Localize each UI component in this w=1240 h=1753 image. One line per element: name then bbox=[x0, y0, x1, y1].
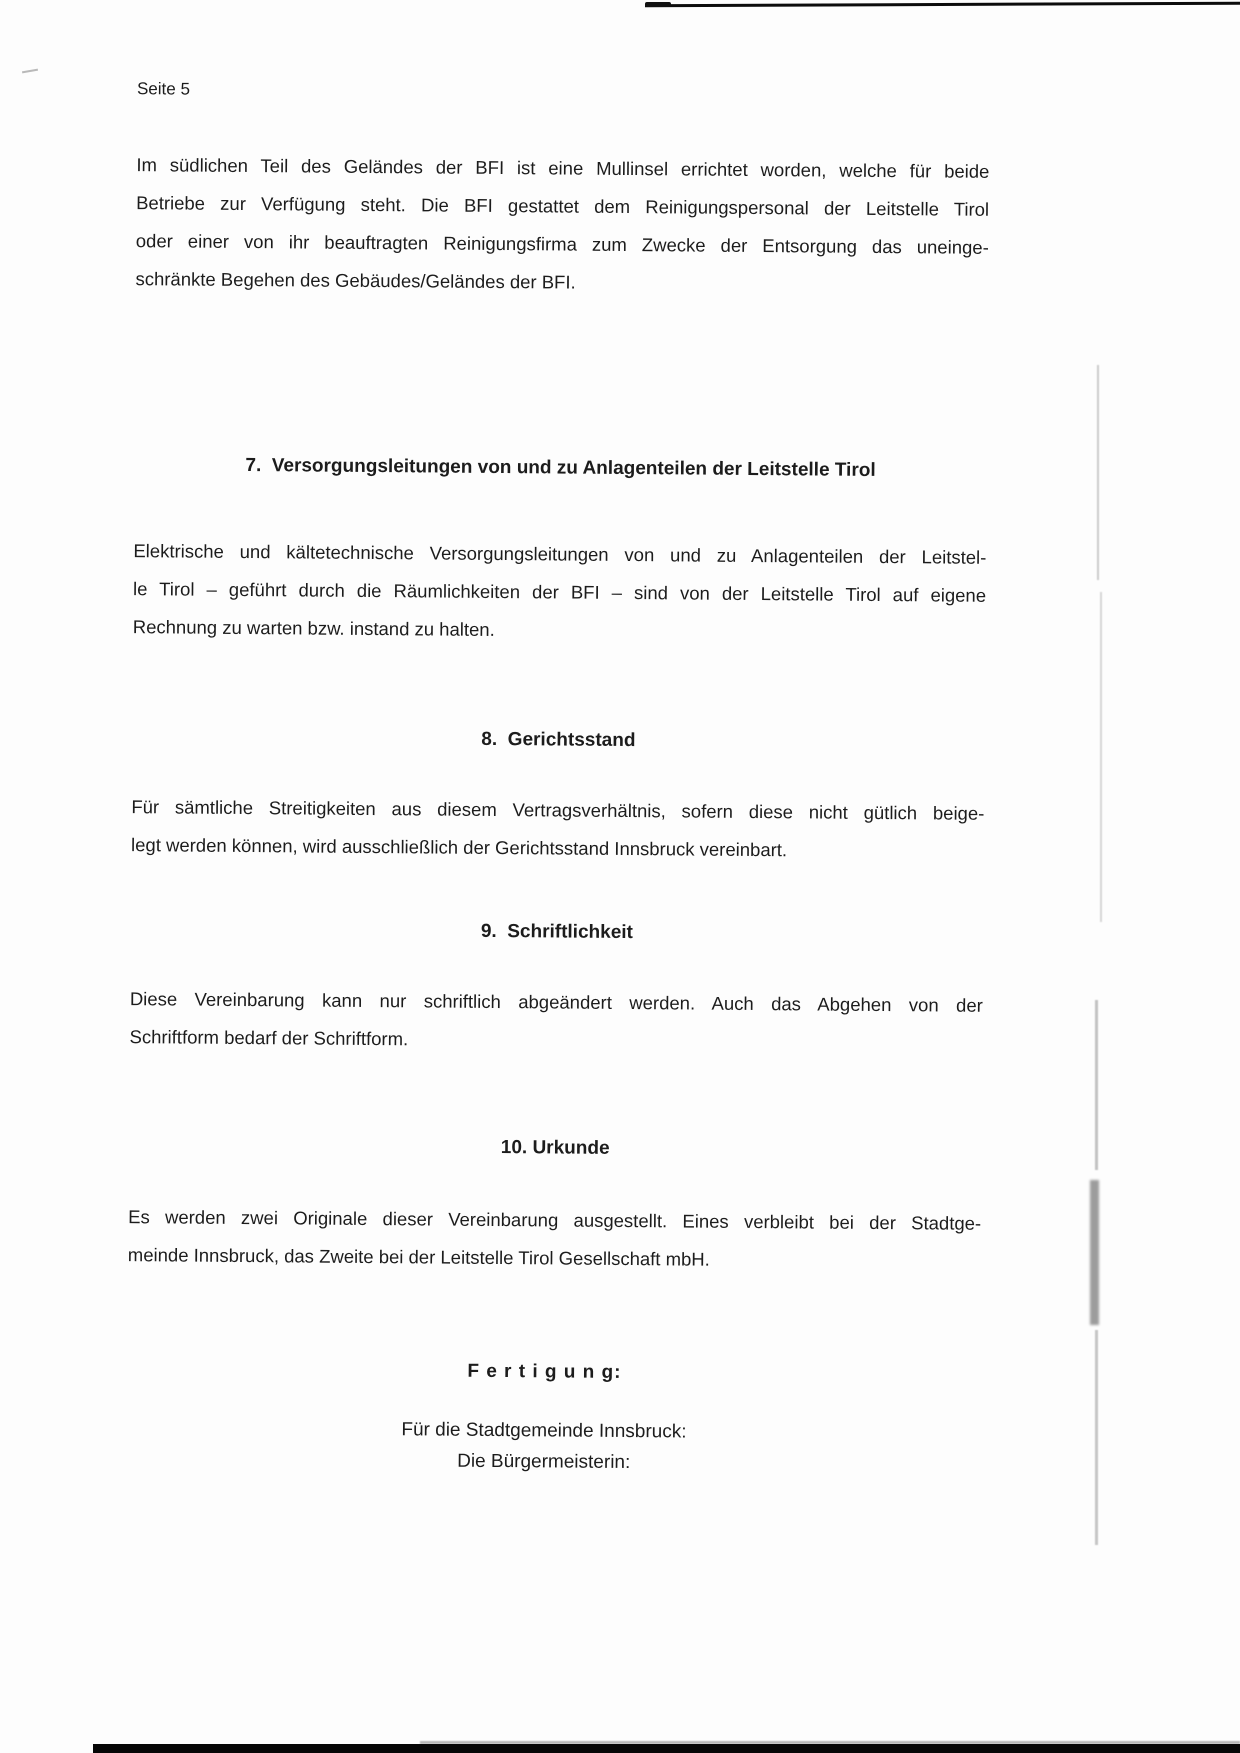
closing-for-line: Für die Stadtgemeinde Innsbruck: bbox=[401, 1419, 687, 1443]
section-8-paragraph bbox=[131, 788, 985, 871]
closing-signer-line: Die Bürgermeisterin: bbox=[457, 1450, 631, 1474]
paragraph-line: Es werden zwei Originale dieser Vereinbarung ausgestellt. Eines verbleibt bei der Stadtge- bbox=[128, 1206, 982, 1234]
scan-artifact-right-streak bbox=[1090, 1180, 1099, 1325]
paragraph-line: le Tirol – geführt durch die Räumlichkeiten der BFI – sind von der Leitstelle Tirol auf eigene bbox=[133, 578, 987, 606]
page-number: Seite 5 bbox=[136, 79, 191, 99]
paragraph-line: Schriftform bedarf der Schriftform. bbox=[129, 1026, 409, 1050]
section-10-paragraph bbox=[128, 1198, 982, 1281]
section-10-heading: 10. Urkunde bbox=[500, 1137, 610, 1159]
paragraph-line: Für sämtliche Streitigkeiten aus diesem Vertragsverhältnis, sofern diese nicht gütlich beige- bbox=[131, 796, 985, 824]
section-8-heading: 8. Gerichtsstand bbox=[481, 728, 636, 752]
section-7-paragraph bbox=[133, 532, 987, 653]
paragraph-line: Diese Vereinbarung kann nur schriftlich abgeändert werden. Auch das Abgehen von der bbox=[129, 988, 983, 1016]
scan-artifact-right-streak bbox=[1100, 592, 1102, 922]
scan-artifact-bottom-bar bbox=[93, 1744, 1240, 1753]
paragraph-line: Elektrische und kältetechnische Versorgungsleitungen von und zu Anlagenteilen der Leitstel- bbox=[133, 540, 987, 568]
paragraph-line: schränkte Begehen des Gebäudes/Geländes der BFI. bbox=[135, 268, 576, 293]
fertigung-heading: F e r t i g u n g: bbox=[467, 1360, 622, 1383]
scan-artifact-right-streak bbox=[1095, 1000, 1098, 1170]
scan-artifact-right-streak bbox=[1095, 1330, 1098, 1545]
paragraph-line: Rechnung zu warten bzw. instand zu halten. bbox=[132, 616, 495, 640]
paragraph-line: meinde Innsbruck, das Zweite bei der Leitstelle Tirol Gesellschaft mbH. bbox=[127, 1244, 710, 1270]
section-9-paragraph bbox=[129, 980, 983, 1063]
intro-paragraph bbox=[135, 146, 989, 305]
paragraph-line: oder einer von ihr beauftragten Reinigungsfirma zum Zwecke der Entsorgung das uneinge- bbox=[135, 230, 989, 258]
paragraph-line: Im südlichen Teil des Geländes der BFI ist eine Mullinsel errichtet worden, welche für beide bbox=[136, 154, 990, 182]
paragraph-line: legt werden können, wird ausschließlich der Gerichtsstand Innsbruck vereinbart. bbox=[130, 834, 788, 861]
section-9-heading: 9. Schriftlichkeit bbox=[480, 920, 633, 944]
scan-artifact-top-blob bbox=[645, 2, 671, 7]
section-7-heading: 7. Versorgungsleitungen von und zu Anlagenteilen der Leitstelle Tirol bbox=[245, 454, 876, 481]
scan-artifact-right-streak bbox=[1097, 365, 1099, 580]
paragraph-line: Betriebe zur Verfügung steht. Die BFI gestattet dem Reinigungspersonal der Leitstelle Tirol bbox=[136, 192, 990, 220]
